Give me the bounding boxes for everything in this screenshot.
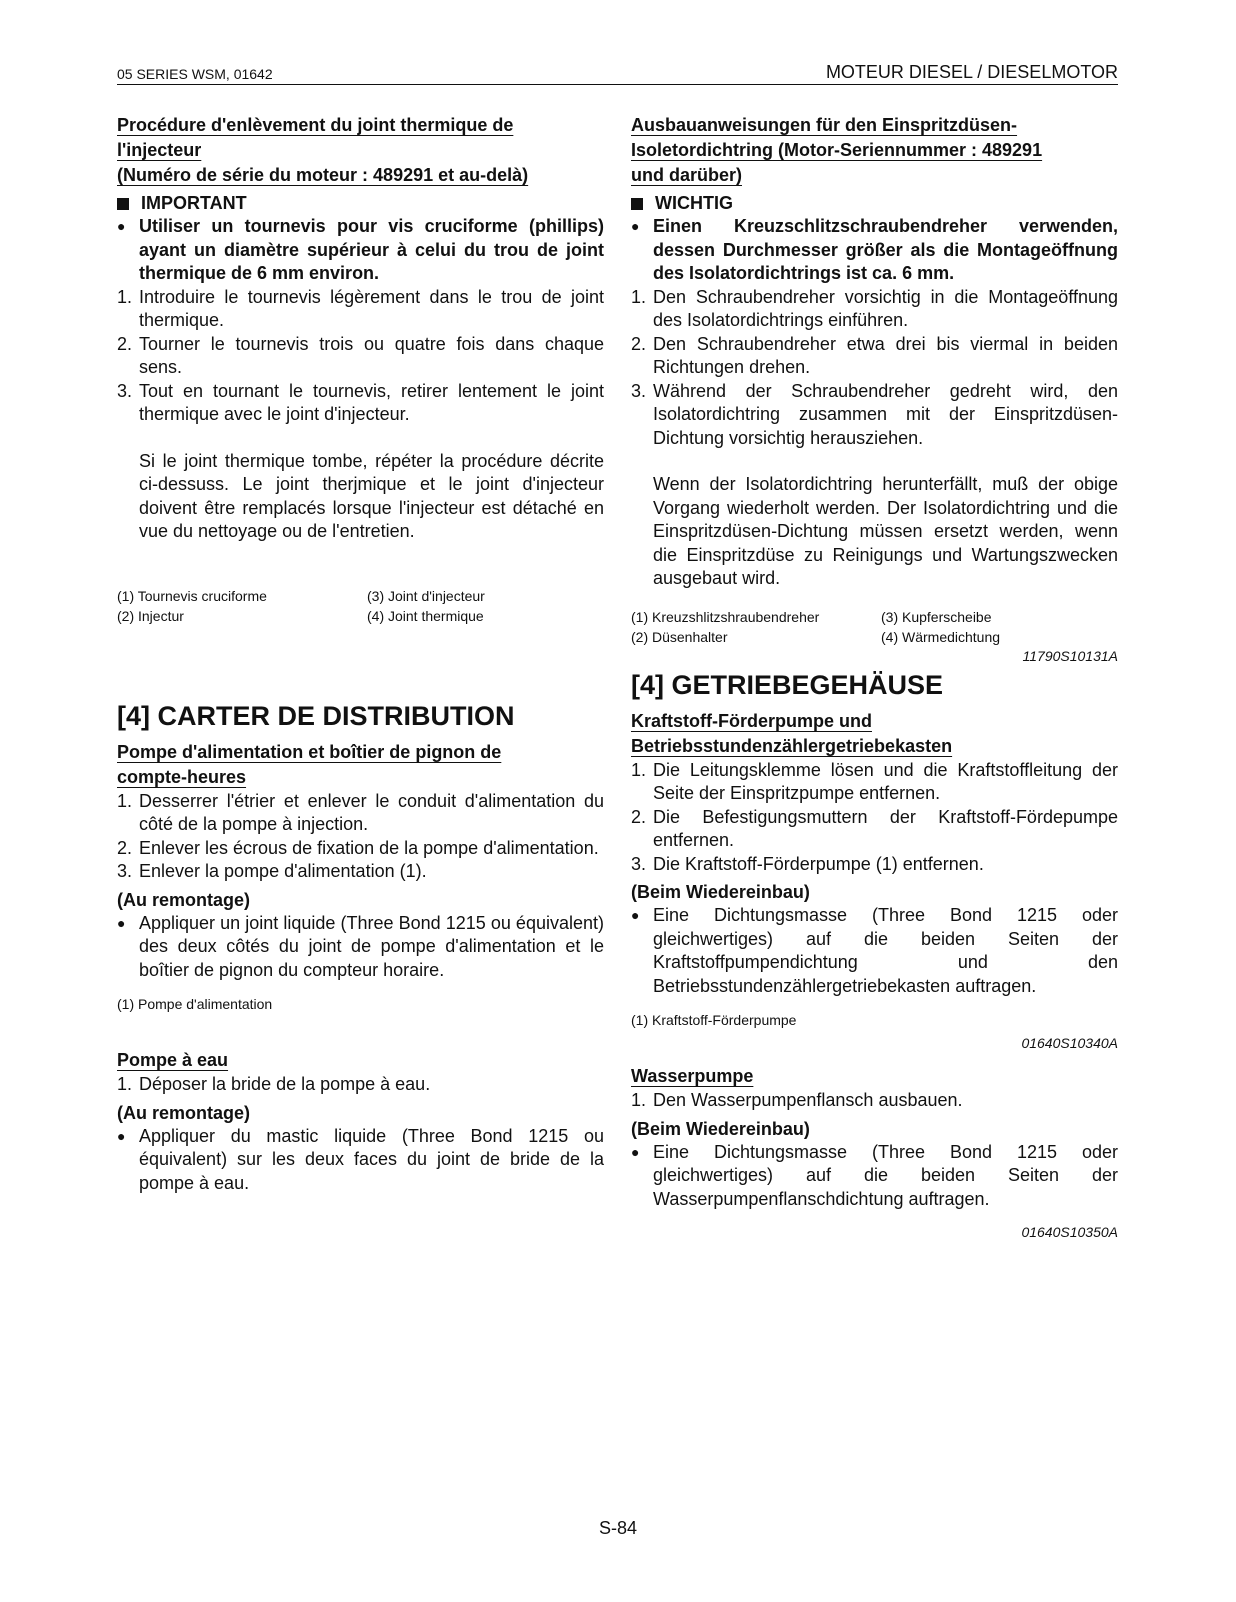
left-important-text: ● Utiliser un tournevis pour vis cruciforme (phillips) ayant un diamètre supérieur à celui du trou de joint thermique de 6 mm environ. <box>117 216 604 283</box>
left-section-title: [4] CARTER DE DISTRIBUTION <box>117 700 515 731</box>
left-s1-step-2: 2. Enlever les écrous de fixation de la pompe d'alimentation. <box>117 837 599 858</box>
right-s1-title: Kraftstoff-Förderpumpe und Betriebsstundenzählergetriebekasten <box>631 710 953 756</box>
left-reassembly-1: (Au remontage) <box>117 889 251 910</box>
left-title: Procédure d'enlèvement du joint thermique de l'injecteur (Numéro de série du moteur : 489291 et au-delà) <box>117 115 529 185</box>
square-marker-icon <box>117 198 129 210</box>
left-s2-step: 1. Déposer la bride de la pompe à eau. <box>117 1074 431 1094</box>
right-s2-step: 1. Den Wasserpumpenflansch ausbauen. <box>631 1090 963 1110</box>
page-number: S-84 <box>598 1518 638 1538</box>
left-captions: (1) Tournevis cruciforme (3) Joint d'injecteur (2) Injectur (4) Joint thermique <box>117 587 485 624</box>
header-left: 05 SERIES WSM, 01642 <box>117 66 273 82</box>
right-code-1: 11790S10131A <box>1022 647 1118 664</box>
right-s1-step-3: 3. Die Kraftstoff-Förderpumpe (1) entfernen. <box>631 853 984 874</box>
left-step-3: 3. Tout en tournant le tournevis, retirer lentement le joint thermique avec le joint d'injecteur. <box>117 380 604 424</box>
left-s2-title: Pompe à eau <box>117 1050 229 1070</box>
right-code-2: 01640S10340A <box>1021 1035 1118 1051</box>
left-s1-step-1: 1. Desserrer l'étrier et enlever le conduit d'alimentation du côté de la pompe à injection. <box>117 790 604 834</box>
right-section-title: [4] GETRIEBEGEHÄUSE <box>631 669 944 700</box>
right-important-text: ● Einen Kreuzschlitzschraubendreher verwenden, dessen Durchmesser größer als die Montageöffnung des Isolatordichtrings ist ca. 6 mm. <box>631 216 1118 283</box>
right-step-1: 1. Den Schraubendreher vorsichtig in die Montageöffnung des Isolatordichtrings einführen. <box>631 286 1118 330</box>
left-note: Si le joint thermique tombe, répéter la procédure décrite ci-dessuss. Le joint therjmique et le joint d'injecteur doivent être remplacés lorsque l'injecteur est détaché en vue du nettoyage ou de l'entretien. <box>139 450 604 541</box>
left-step-2: 2. Tourner le tournevis trois ou quatre fois dans chaque sens. <box>117 333 604 377</box>
left-s2-bullet: ● Appliquer du mastic liquide (Three Bond 1215 ou équivalent) sur les deux faces du joint de bride de la pompe à eau. <box>117 1125 604 1193</box>
header-rule <box>117 84 1118 85</box>
right-s2-title: Wasserpumpe <box>631 1066 754 1086</box>
right-s1-caption: (1) Kraftstoff-Förderpumpe <box>631 1012 797 1028</box>
right-reassembly-2: (Beim Wiedereinbau) <box>631 1118 810 1139</box>
right-captions: (1) Kreuzshlitzshraubendreher (3) Kupferscheibe (2) Düsenhalter (4) Wärmedichtung <box>631 608 1001 645</box>
left-reassembly-2: (Au remontage) <box>117 1102 251 1123</box>
square-marker-icon <box>631 198 643 210</box>
right-step-3: 3. Während der Schraubendreher gedreht wird, den Isolatordichtring zusammen mit der Einspritzdüsen-Dichtung vorsichtig herausziehen. <box>631 380 1118 448</box>
left-s1-bullet: ● Appliquer un joint liquide (Three Bond 1215 ou équivalent) des deux côtés du joint de pompe d'alimentation et le boîtier de pignon du compteur horaire. <box>117 912 604 980</box>
right-s1-step-2: 2. Die Befestigungsmuttern der Kraftstoff-Fördepumpe entfernen. <box>631 806 1118 850</box>
right-important-label: WICHTIG <box>631 192 1118 215</box>
right-s1-bullet: ● Eine Dichtungsmasse (Three Bond 1215 oder gleichwertiges) auf die beiden Seiten der Kraftstoffpumpendichtung und den Betriebsstundenzählergetriebekasten auftragen. <box>631 905 1118 996</box>
french-column <box>117 113 604 1195</box>
left-important-label: IMPORTANT <box>117 192 604 215</box>
header-right: MOTEUR DIESEL / DIESELMOTOR <box>825 62 1118 82</box>
left-s1-caption: (1) Pompe d'alimentation <box>117 996 273 1012</box>
right-s1-step-1: 1. Die Leitungsklemme lösen und die Kraftstoffleitung der Seite der Einspritzpumpe entfernen. <box>631 759 1118 803</box>
left-step-1: 1. Introduire le tournevis légèrement dans le trou de joint thermique. <box>117 286 604 330</box>
right-title: Ausbauanweisungen für den Einspritzdüsen- Isoletordichtring (Motor-Seriennummer : 489291 und darüber) <box>631 115 1043 185</box>
left-s1-title: Pompe d'alimentation et boîtier de pignon de compte-heures <box>117 741 502 787</box>
right-code-3: 01640S10350A <box>1021 1224 1118 1240</box>
right-s2-bullet: ● Eine Dichtungsmasse (Three Bond 1215 oder gleichwertiges) auf die beiden Seiten der Wasserpumpenflanschdichtung auftragen. <box>631 1141 1118 1209</box>
right-reassembly-1: (Beim Wiedereinbau) <box>631 882 810 902</box>
right-note: Wenn der Isolatordichtring herunterfällt, muß der obige Vorgang wiederholt werden. Der Isolatordichtring und die Einspritzdüsen-Dichtung müssen ersetzt werden, wenn die Einspritzdüse zu Reinigungs und Wartungszwecken ausgebaut wird. <box>653 474 1118 588</box>
left-s1-step-3: 3. Enlever la pompe d'alimentation (1). <box>117 861 427 881</box>
german-column <box>631 113 1118 1241</box>
right-step-2: 2. Den Schraubendreher etwa drei bis viermal in beiden Richtungen drehen. <box>631 333 1118 377</box>
